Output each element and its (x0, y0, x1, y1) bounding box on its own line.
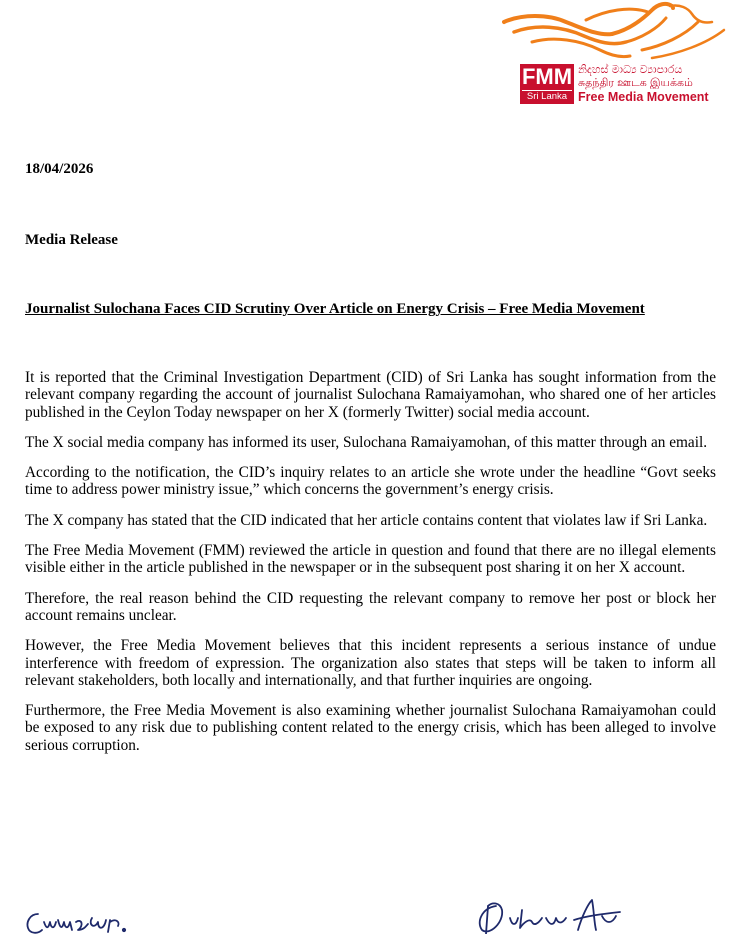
paragraph: According to the notification, the CID’s inquiry relates to an article she wrote under the headline “Govt seeks time to address power ministry issue,” which concerns the government’s energy crisis. (25, 464, 716, 499)
logo-line-sinhala: නිදහස් මාධ්‍ය ව්‍යාපාරය (578, 64, 683, 76)
paragraph: The X social media company has informed its user, Sulochana Ramaiyamohan, of this matter through an email. (25, 433, 708, 451)
badge-sub-text: Sri Lanka (522, 90, 572, 103)
fmm-badge (520, 64, 574, 104)
badge-main-text: FMM (521, 64, 573, 89)
right-signature-icon (474, 896, 624, 934)
logo-line-english: Free Media Movement (578, 90, 709, 104)
document-type: Media Release (25, 232, 118, 248)
paragraph: It is reported that the Criminal Investigation Department (CID) of Sri Lanka has sought information from the relevant company regarding the account of journalist Sulochana Ramaiyamohan, who shared one of her articles published in the Ceylon Today newspaper on her X (formerly Twitter) social media account. (25, 369, 716, 421)
headline: Journalist Sulochana Faces CID Scrutiny Over Article on Energy Crisis – Free Media Movement (25, 301, 645, 317)
left-signature-icon (24, 908, 154, 934)
logo-line-tamil: சுதந்திர ஊடக இயக்கம் (578, 77, 693, 89)
release-body (25, 369, 716, 767)
paragraph: The Free Media Movement (FMM) reviewed the article in question and found that there are no illegal elements visible either in the article published in the newspaper or in the subsequent post sharing it on her X account. (25, 542, 716, 577)
fmm-logo (498, 0, 737, 112)
paragraph: Furthermore, the Free Media Movement is also examining whether journalist Sulochana Ramaiyamohan could be exposed to any risk due to publishing content related to the energy crisis, which has been alleged to involve serious corruption. (25, 702, 716, 754)
bird-logo-icon (502, 0, 730, 66)
logo-text-block (578, 64, 737, 104)
paragraph: Therefore, the real reason behind the CID requesting the relevant company to remove her post or block her account remains unclear. (25, 589, 716, 624)
paragraph: The X company has stated that the CID indicated that her article contains content that violates law if Sri Lanka. (25, 511, 708, 529)
paragraph: However, the Free Media Movement believes that this incident represents a serious instance of undue interference with freedom of expression. The organization also states that steps will be taken to inform all relevant stakeholders, both locally and internationally, and that further inquiries are ongoing. (25, 637, 716, 689)
release-date: 18/04/2026 (25, 161, 94, 177)
